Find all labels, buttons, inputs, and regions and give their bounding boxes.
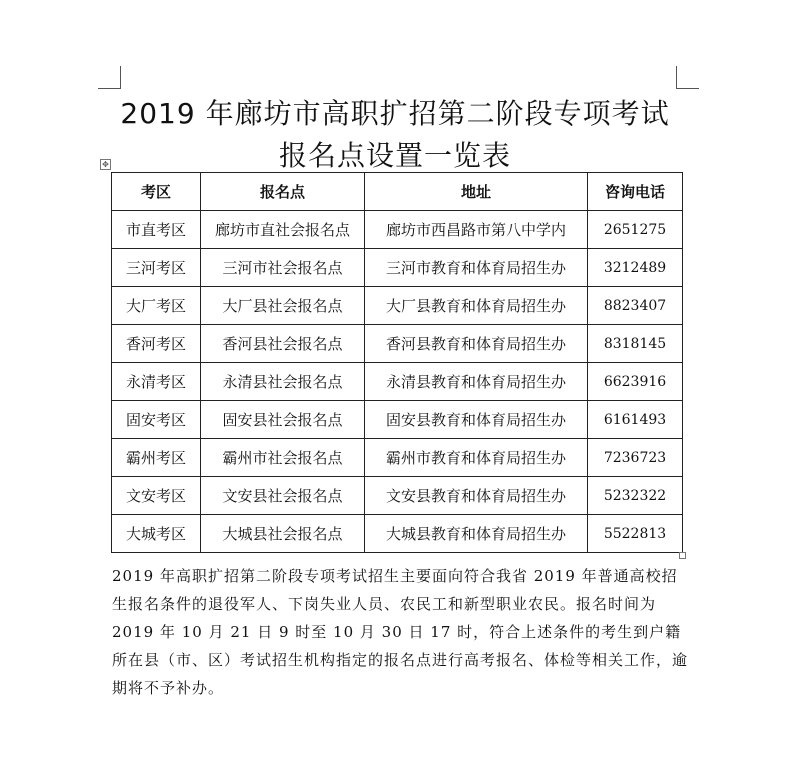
- document-title-line-1: 2019 年廊坊市高职扩招第二阶段专项考试: [120, 97, 670, 130]
- cell-address: 三河市教育和体育局招生办: [365, 249, 588, 287]
- table-resize-icon[interactable]: [679, 552, 686, 559]
- cell-district: 大城考区: [112, 515, 201, 553]
- cell-address: 永清县教育和体育局招生办: [365, 363, 588, 401]
- table-row: [112, 401, 683, 439]
- header-district: 考区: [112, 173, 201, 211]
- table-row: [112, 363, 683, 401]
- header-site: 报名点: [201, 173, 365, 211]
- cell-site: 永清县社会报名点: [201, 363, 365, 401]
- notice-paragraph: [112, 562, 692, 702]
- table-row: [112, 439, 683, 477]
- cell-address: 廊坊市西昌路市第八中学内: [365, 211, 588, 249]
- cell-site: 大厂县社会报名点: [201, 287, 365, 325]
- cell-phone: 2651275: [588, 211, 683, 249]
- cell-site: 霸州市社会报名点: [201, 439, 365, 477]
- cell-address: 香河县教育和体育局招生办: [365, 325, 588, 363]
- cell-site: 大城县社会报名点: [201, 515, 365, 553]
- cell-phone: 8318145: [588, 325, 683, 363]
- cell-phone: 6623916: [588, 363, 683, 401]
- document-title-line-2: 报名点设置一览表: [278, 139, 511, 172]
- cell-address: 霸州市教育和体育局招生办: [365, 439, 588, 477]
- cell-site: 廊坊市直社会报名点: [201, 211, 365, 249]
- table-header-row: [112, 173, 683, 211]
- cell-phone: 5522813: [588, 515, 683, 553]
- notice-text: 2019 年高职扩招第二阶段专项考试招生主要面向符合我省 2019 年普通高校招生报名条件的退役军人、下岗失业人员、农民工和新型职业农民。报名时间为 2019 年 10 月 21 日 9 时至 10 月 30 日 17 时，符合上述条件的考生到户籍所在县（市、区）考试招生机构指定的报名点进行高考报名、体检等相关工作，逾期将不予补办。: [112, 567, 689, 697]
- cell-phone: 7236723: [588, 439, 683, 477]
- cell-site: 文安县社会报名点: [201, 477, 365, 515]
- table-row: [112, 249, 683, 287]
- cell-address: 大城县教育和体育局招生办: [365, 515, 588, 553]
- table-row: [112, 211, 683, 249]
- table-row: [112, 325, 683, 363]
- cell-address: 大厂县教育和体育局招生办: [365, 287, 588, 325]
- cell-district: 霸州考区: [112, 439, 201, 477]
- table-move-icon[interactable]: ✥: [100, 159, 111, 170]
- cell-district: 固安考区: [112, 401, 201, 439]
- cell-district: 永清考区: [112, 363, 201, 401]
- registration-sites-table: [111, 172, 683, 553]
- cell-phone: 5232322: [588, 477, 683, 515]
- table-row: [112, 477, 683, 515]
- header-address: 地址: [365, 173, 588, 211]
- page-corner-mark-right: [676, 66, 699, 89]
- cell-site: 三河市社会报名点: [201, 249, 365, 287]
- cell-district: 三河考区: [112, 249, 201, 287]
- cell-phone: 8823407: [588, 287, 683, 325]
- cell-district: 文安考区: [112, 477, 201, 515]
- cell-site: 固安县社会报名点: [201, 401, 365, 439]
- cell-address: 固安县教育和体育局招生办: [365, 401, 588, 439]
- cell-phone: 6161493: [588, 401, 683, 439]
- table-row: [112, 515, 683, 553]
- cell-site: 香河县社会报名点: [201, 325, 365, 363]
- cell-phone: 3212489: [588, 249, 683, 287]
- table-row: [112, 287, 683, 325]
- header-phone: 咨询电话: [588, 173, 683, 211]
- page-corner-mark-left: [98, 66, 121, 89]
- cell-address: 文安县教育和体育局招生办: [365, 477, 588, 515]
- cell-district: 市直考区: [112, 211, 201, 249]
- cell-district: 大厂考区: [112, 287, 201, 325]
- cell-district: 香河考区: [112, 325, 201, 363]
